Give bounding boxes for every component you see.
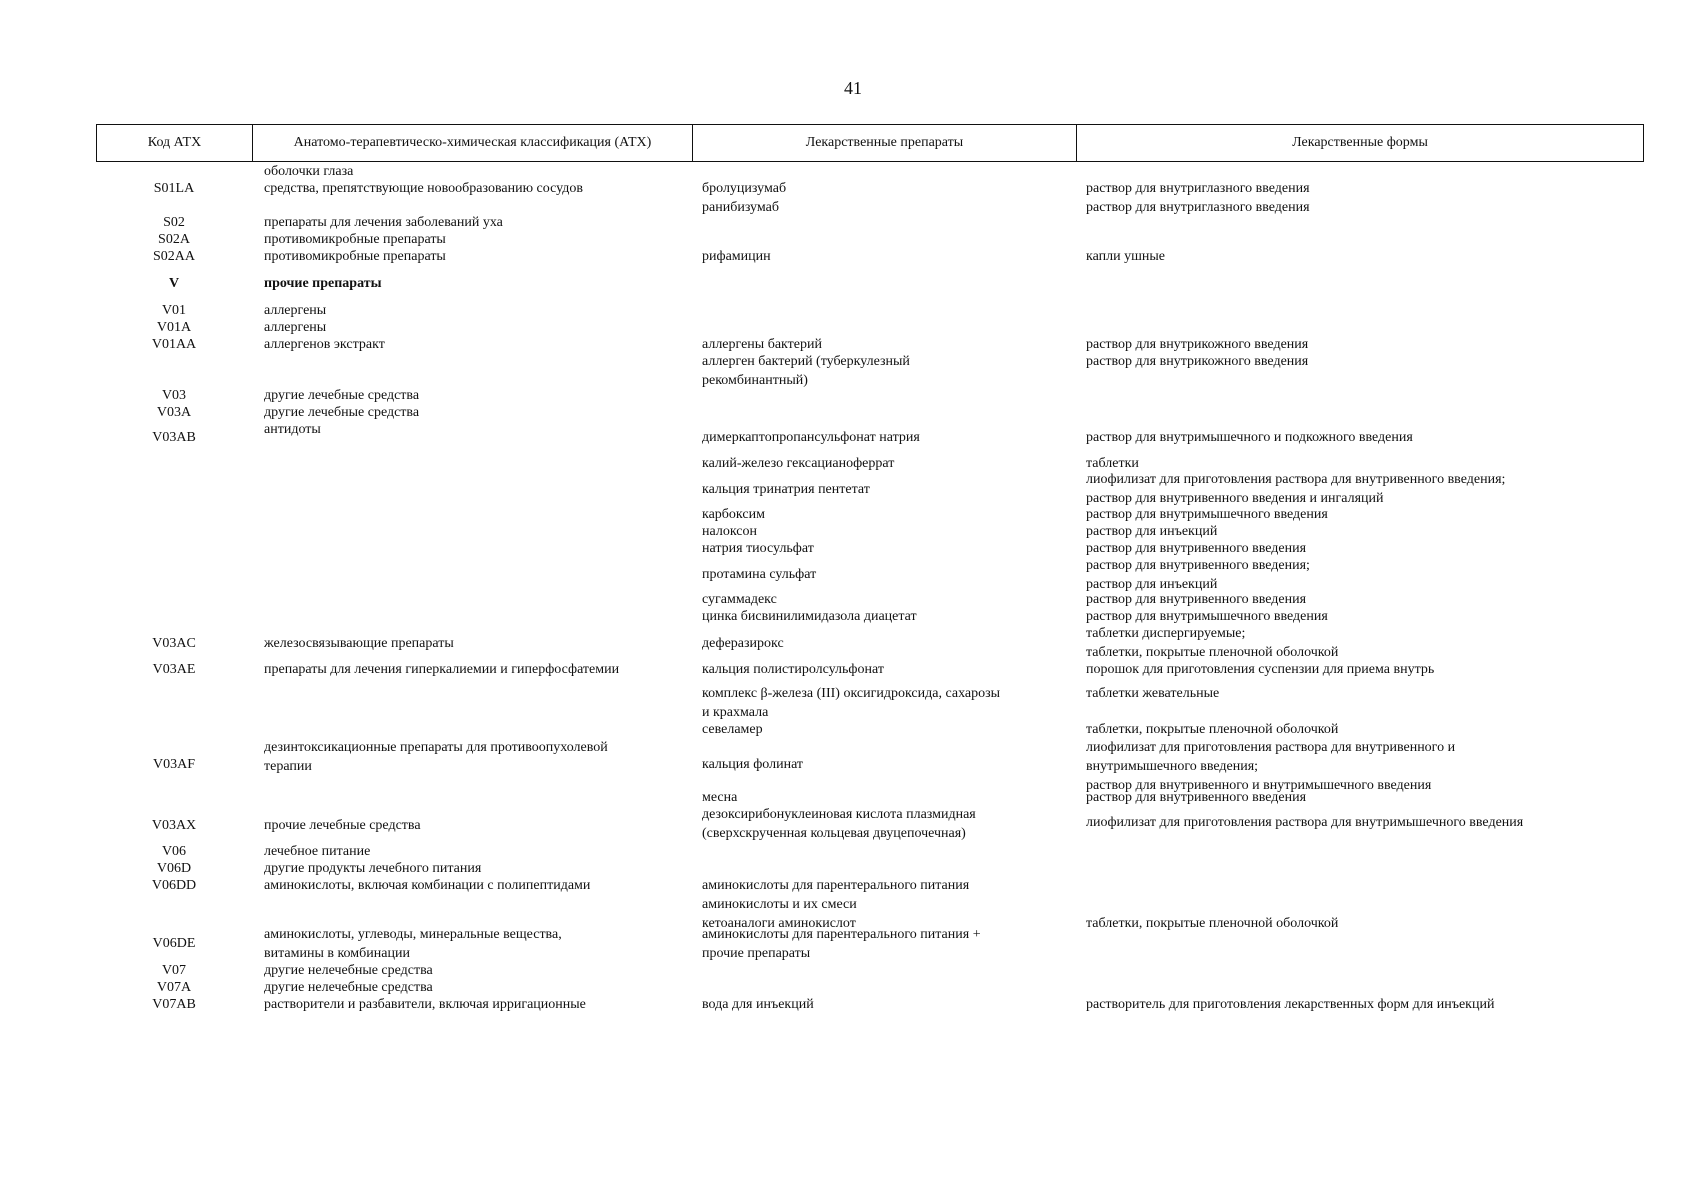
cell-code: V07 bbox=[161, 963, 187, 978]
cell-cls-line: лечебное питание bbox=[264, 844, 371, 859]
cell-drug-line: ранибизумаб bbox=[702, 200, 779, 215]
cell-form bbox=[1086, 556, 1646, 594]
cell-cls-line: аллергены bbox=[264, 303, 327, 318]
cell-drug-line: месна bbox=[702, 790, 738, 805]
cell-form bbox=[1086, 352, 1646, 371]
cell-form-line: раствор для внутримышечного и подкожного введения bbox=[1086, 430, 1413, 445]
cell-drug bbox=[702, 428, 1072, 447]
header-code: Код АТХ bbox=[97, 125, 253, 161]
cell-code: V bbox=[168, 276, 180, 291]
cell-form-line: таблетки, покрытые пленочной оболочкой bbox=[1086, 722, 1339, 737]
cell-drug-line: рифамицин bbox=[702, 249, 771, 264]
cell-drug bbox=[702, 805, 1072, 843]
cell-drug-line: прочие препараты bbox=[702, 946, 811, 961]
page-number: 41 bbox=[844, 78, 862, 98]
cell-cls-line: аминокислоты, включая комбинации с полипептидами bbox=[264, 878, 591, 893]
cell-drug bbox=[702, 480, 1072, 499]
cell-code: V01A bbox=[156, 320, 192, 335]
cell-code: V01AA bbox=[151, 337, 197, 352]
cell-cls bbox=[264, 420, 684, 439]
cell-drug-line: аминокислоты для парентерального питания + bbox=[702, 927, 981, 942]
cell-code: V07AB bbox=[152, 997, 196, 1012]
cell-code: V06 bbox=[161, 844, 187, 859]
cell-drug-line: бролуцизумаб bbox=[702, 181, 787, 196]
cell-cls bbox=[264, 925, 684, 963]
cell-cls bbox=[264, 876, 684, 895]
cell-form-line: раствор для внутрикожного введения bbox=[1086, 354, 1309, 369]
cell-drug-line: деферазирокс bbox=[702, 636, 784, 651]
cell-form bbox=[1086, 720, 1646, 739]
cell-drug-line: и крахмала bbox=[702, 705, 769, 720]
cell-cls-line: противомикробные препараты bbox=[264, 232, 446, 247]
cell-form-line: раствор для внутривенного введения bbox=[1086, 592, 1307, 607]
cell-drug-line: карбоксим bbox=[702, 507, 765, 522]
cell-cls bbox=[264, 335, 684, 354]
cell-code: V06DE bbox=[152, 936, 196, 951]
cell-form-line: раствор для инъекций bbox=[1086, 577, 1218, 592]
cell-drug bbox=[702, 539, 1072, 558]
cell-cls-line: антидоты bbox=[264, 422, 321, 437]
cell-cls-line: витамины в комбинации bbox=[264, 946, 410, 961]
cell-form bbox=[1086, 247, 1646, 266]
cell-drug-line: калий-железо гексацианоферрат bbox=[702, 456, 895, 471]
cell-drug bbox=[702, 352, 1072, 390]
cell-drug-line: аминокислоты и их смеси bbox=[702, 897, 857, 912]
cell-drug-line: кальция полистиролсульфонат bbox=[702, 662, 884, 677]
cell-form bbox=[1086, 738, 1646, 795]
cell-drug-line: цинка бисвинилимидазола диацетат bbox=[702, 609, 917, 624]
cell-drug bbox=[702, 607, 1072, 626]
cell-cls-line: железосвязывающие препараты bbox=[264, 636, 454, 651]
cell-code: V03A bbox=[156, 405, 192, 420]
cell-form-line: лиофилизат для приготовления раствора для внутримышечного введения bbox=[1086, 815, 1524, 830]
cell-code: V03AB bbox=[152, 430, 196, 445]
cell-form-line: порошок для приготовления суспензии для приема внутрь bbox=[1086, 662, 1435, 677]
cell-drug-line: вода для инъекций bbox=[702, 997, 814, 1012]
cell-form bbox=[1086, 684, 1646, 703]
cell-drug bbox=[702, 720, 1072, 739]
cell-code: V03 bbox=[161, 388, 187, 403]
header-forms: Лекарственные формы bbox=[1292, 135, 1428, 150]
cell-drug-line: рекомбинантный) bbox=[702, 373, 808, 388]
cell-cls bbox=[264, 660, 684, 679]
cell-cls-line: препараты для лечения заболеваний уха bbox=[264, 215, 503, 230]
cell-form-line: таблетки, покрытые пленочной оболочкой bbox=[1086, 916, 1339, 931]
cell-drug-line: димеркаптопропансульфонат натрия bbox=[702, 430, 920, 445]
cell-code: S01LA bbox=[153, 181, 195, 196]
table-header bbox=[96, 124, 1644, 162]
cell-form bbox=[1086, 428, 1646, 447]
cell-drug bbox=[702, 684, 1072, 722]
cell-code: V03AC bbox=[152, 636, 196, 651]
cell-form-line: таблетки bbox=[1086, 456, 1139, 471]
cell-code: V03AE bbox=[152, 662, 196, 677]
cell-drug-line: налоксон bbox=[702, 524, 757, 539]
cell-cls-line: прочие препараты bbox=[264, 276, 382, 291]
cell-form-line: таблетки диспергируемые; bbox=[1086, 626, 1246, 641]
cell-form bbox=[1086, 813, 1646, 832]
cell-cls bbox=[264, 995, 684, 1014]
cell-form-line: раствор для внутривенного введения bbox=[1086, 541, 1307, 556]
cell-cls-line: другие нелечебные средства bbox=[264, 963, 433, 978]
cell-code: V07A bbox=[156, 980, 192, 995]
cell-drug-line: комплекс β-железа (III) оксигидроксида, сахарозы bbox=[702, 686, 1001, 701]
cell-form-line: раствор для внутривенного и внутримышечного введения bbox=[1086, 778, 1432, 793]
cell-form-line: раствор для внутримышечного введения bbox=[1086, 609, 1328, 624]
cell-code: V06DD bbox=[151, 878, 197, 893]
cell-drug bbox=[702, 565, 1072, 584]
cell-cls bbox=[264, 634, 684, 653]
cell-form-line: раствор для внутривенного введения и ингаляций bbox=[1086, 491, 1384, 506]
cell-form bbox=[1086, 995, 1646, 1014]
cell-form-line: раствор для внутривенного введения; bbox=[1086, 558, 1310, 573]
cell-form-line: растворитель для приготовления лекарственных форм для инъекций bbox=[1086, 997, 1495, 1012]
cell-form-line: раствор для внутримышечного введения bbox=[1086, 507, 1328, 522]
cell-cls-line: терапии bbox=[264, 759, 312, 774]
cell-drug-line: кальция фолинат bbox=[702, 757, 804, 772]
cell-cls-line: оболочки глаза bbox=[264, 164, 354, 179]
header-classification: Анатомо-терапевтическо-химическая классификация (АТХ) bbox=[253, 125, 693, 161]
cell-form-line: таблетки жевательные bbox=[1086, 686, 1220, 701]
cell-form bbox=[1086, 660, 1646, 679]
cell-form bbox=[1086, 470, 1646, 508]
cell-drug-line: аллерген бактерий (туберкулезный bbox=[702, 354, 910, 369]
cell-drug-line: сугаммадекс bbox=[702, 592, 777, 607]
cell-form bbox=[1086, 179, 1646, 217]
cell-form-line: раствор для внутривенного введения bbox=[1086, 790, 1307, 805]
cell-cls bbox=[264, 247, 684, 266]
cell-code: V03AX bbox=[151, 818, 197, 833]
cell-form bbox=[1086, 788, 1646, 807]
cell-cls-line: другие лечебные средства bbox=[264, 405, 420, 420]
cell-form-line: внутримышечного введения; bbox=[1086, 759, 1259, 774]
cell-drug-line: дезоксирибонуклеиновая кислота плазмидная bbox=[702, 807, 976, 822]
cell-code: S02AA bbox=[152, 249, 195, 264]
cell-drug-line: кальция тринатрия пентетат bbox=[702, 482, 870, 497]
cell-cls bbox=[264, 816, 684, 835]
cell-code: V03AF bbox=[152, 757, 195, 772]
cell-cls-line: другие нелечебные средства bbox=[264, 980, 433, 995]
cell-drug bbox=[702, 454, 1072, 473]
cell-form-line bbox=[1086, 895, 1646, 914]
cell-cls-line: прочие лечебные средства bbox=[264, 818, 421, 833]
cell-drug-line: севеламер bbox=[702, 722, 763, 737]
cell-drug-line: (сверхскрученная кольцевая двуцепочечная) bbox=[702, 826, 966, 841]
cell-cls-line: дезинтоксикационные препараты для противоопухолевой bbox=[264, 740, 608, 755]
cell-drug-line: натрия тиосульфат bbox=[702, 541, 814, 556]
cell-drug bbox=[702, 179, 1072, 217]
cell-form-line: раствор для внутриглазного введения bbox=[1086, 181, 1310, 196]
cell-cls-line: растворители и разбавители, включая ирригационные bbox=[264, 997, 586, 1012]
cell-drug-line: протамина сульфат bbox=[702, 567, 817, 582]
cell-drug-line: кетоаналоги аминокислот bbox=[702, 916, 856, 931]
cell-form bbox=[1086, 876, 1646, 933]
cell-drug-line: аллергены бактерий bbox=[702, 337, 822, 352]
cell-cls-line: средства, препятствующие новообразованию сосудов bbox=[264, 181, 583, 196]
cell-cls bbox=[264, 738, 684, 776]
cell-code: S02A bbox=[158, 232, 190, 247]
cell-form-line: таблетки, покрытые пленочной оболочкой bbox=[1086, 645, 1339, 660]
cell-form-line: раствор для внутриглазного введения bbox=[1086, 200, 1310, 215]
cell-drug-line: аминокислоты для парентерального питания bbox=[702, 878, 970, 893]
cell-form bbox=[1086, 624, 1646, 662]
cell-cls-line: другие продукты лечебного питания bbox=[264, 861, 482, 876]
cell-cls-line: препараты для лечения гиперкалиемии и гиперфосфатемии bbox=[264, 662, 620, 677]
cell-form-line bbox=[1086, 876, 1646, 895]
cell-drug bbox=[702, 995, 1072, 1014]
cell-code: S02 bbox=[163, 215, 185, 230]
cell-drug bbox=[702, 634, 1072, 653]
cell-code: V06D bbox=[156, 861, 192, 876]
cell-drug bbox=[702, 925, 1072, 963]
cell-cls-line: другие лечебные средства bbox=[264, 388, 420, 403]
cell-cls-line: противомикробные препараты bbox=[264, 249, 446, 264]
cell-form-line: раствор для внутрикожного введения bbox=[1086, 337, 1309, 352]
cell-drug bbox=[702, 247, 1072, 266]
cell-code: V01 bbox=[161, 303, 187, 318]
cell-cls-line: аллергенов экстракт bbox=[264, 337, 385, 352]
cell-form-line: раствор для инъекций bbox=[1086, 524, 1218, 539]
cell-cls bbox=[264, 179, 684, 198]
cell-drug bbox=[702, 755, 1072, 774]
cell-form-line: лиофилизат для приготовления раствора для внутривенного и bbox=[1086, 740, 1456, 755]
cell-drug bbox=[702, 660, 1072, 679]
cell-form-line: лиофилизат для приготовления раствора для внутривенного введения; bbox=[1086, 472, 1506, 487]
header-drugs: Лекарственные препараты bbox=[693, 125, 1077, 161]
cell-cls-line: аллергены bbox=[264, 320, 327, 335]
cell-form-line: капли ушные bbox=[1086, 249, 1165, 264]
cell-cls-line: аминокислоты, углеводы, минеральные вещества, bbox=[264, 927, 562, 942]
cell-cls bbox=[264, 274, 684, 293]
